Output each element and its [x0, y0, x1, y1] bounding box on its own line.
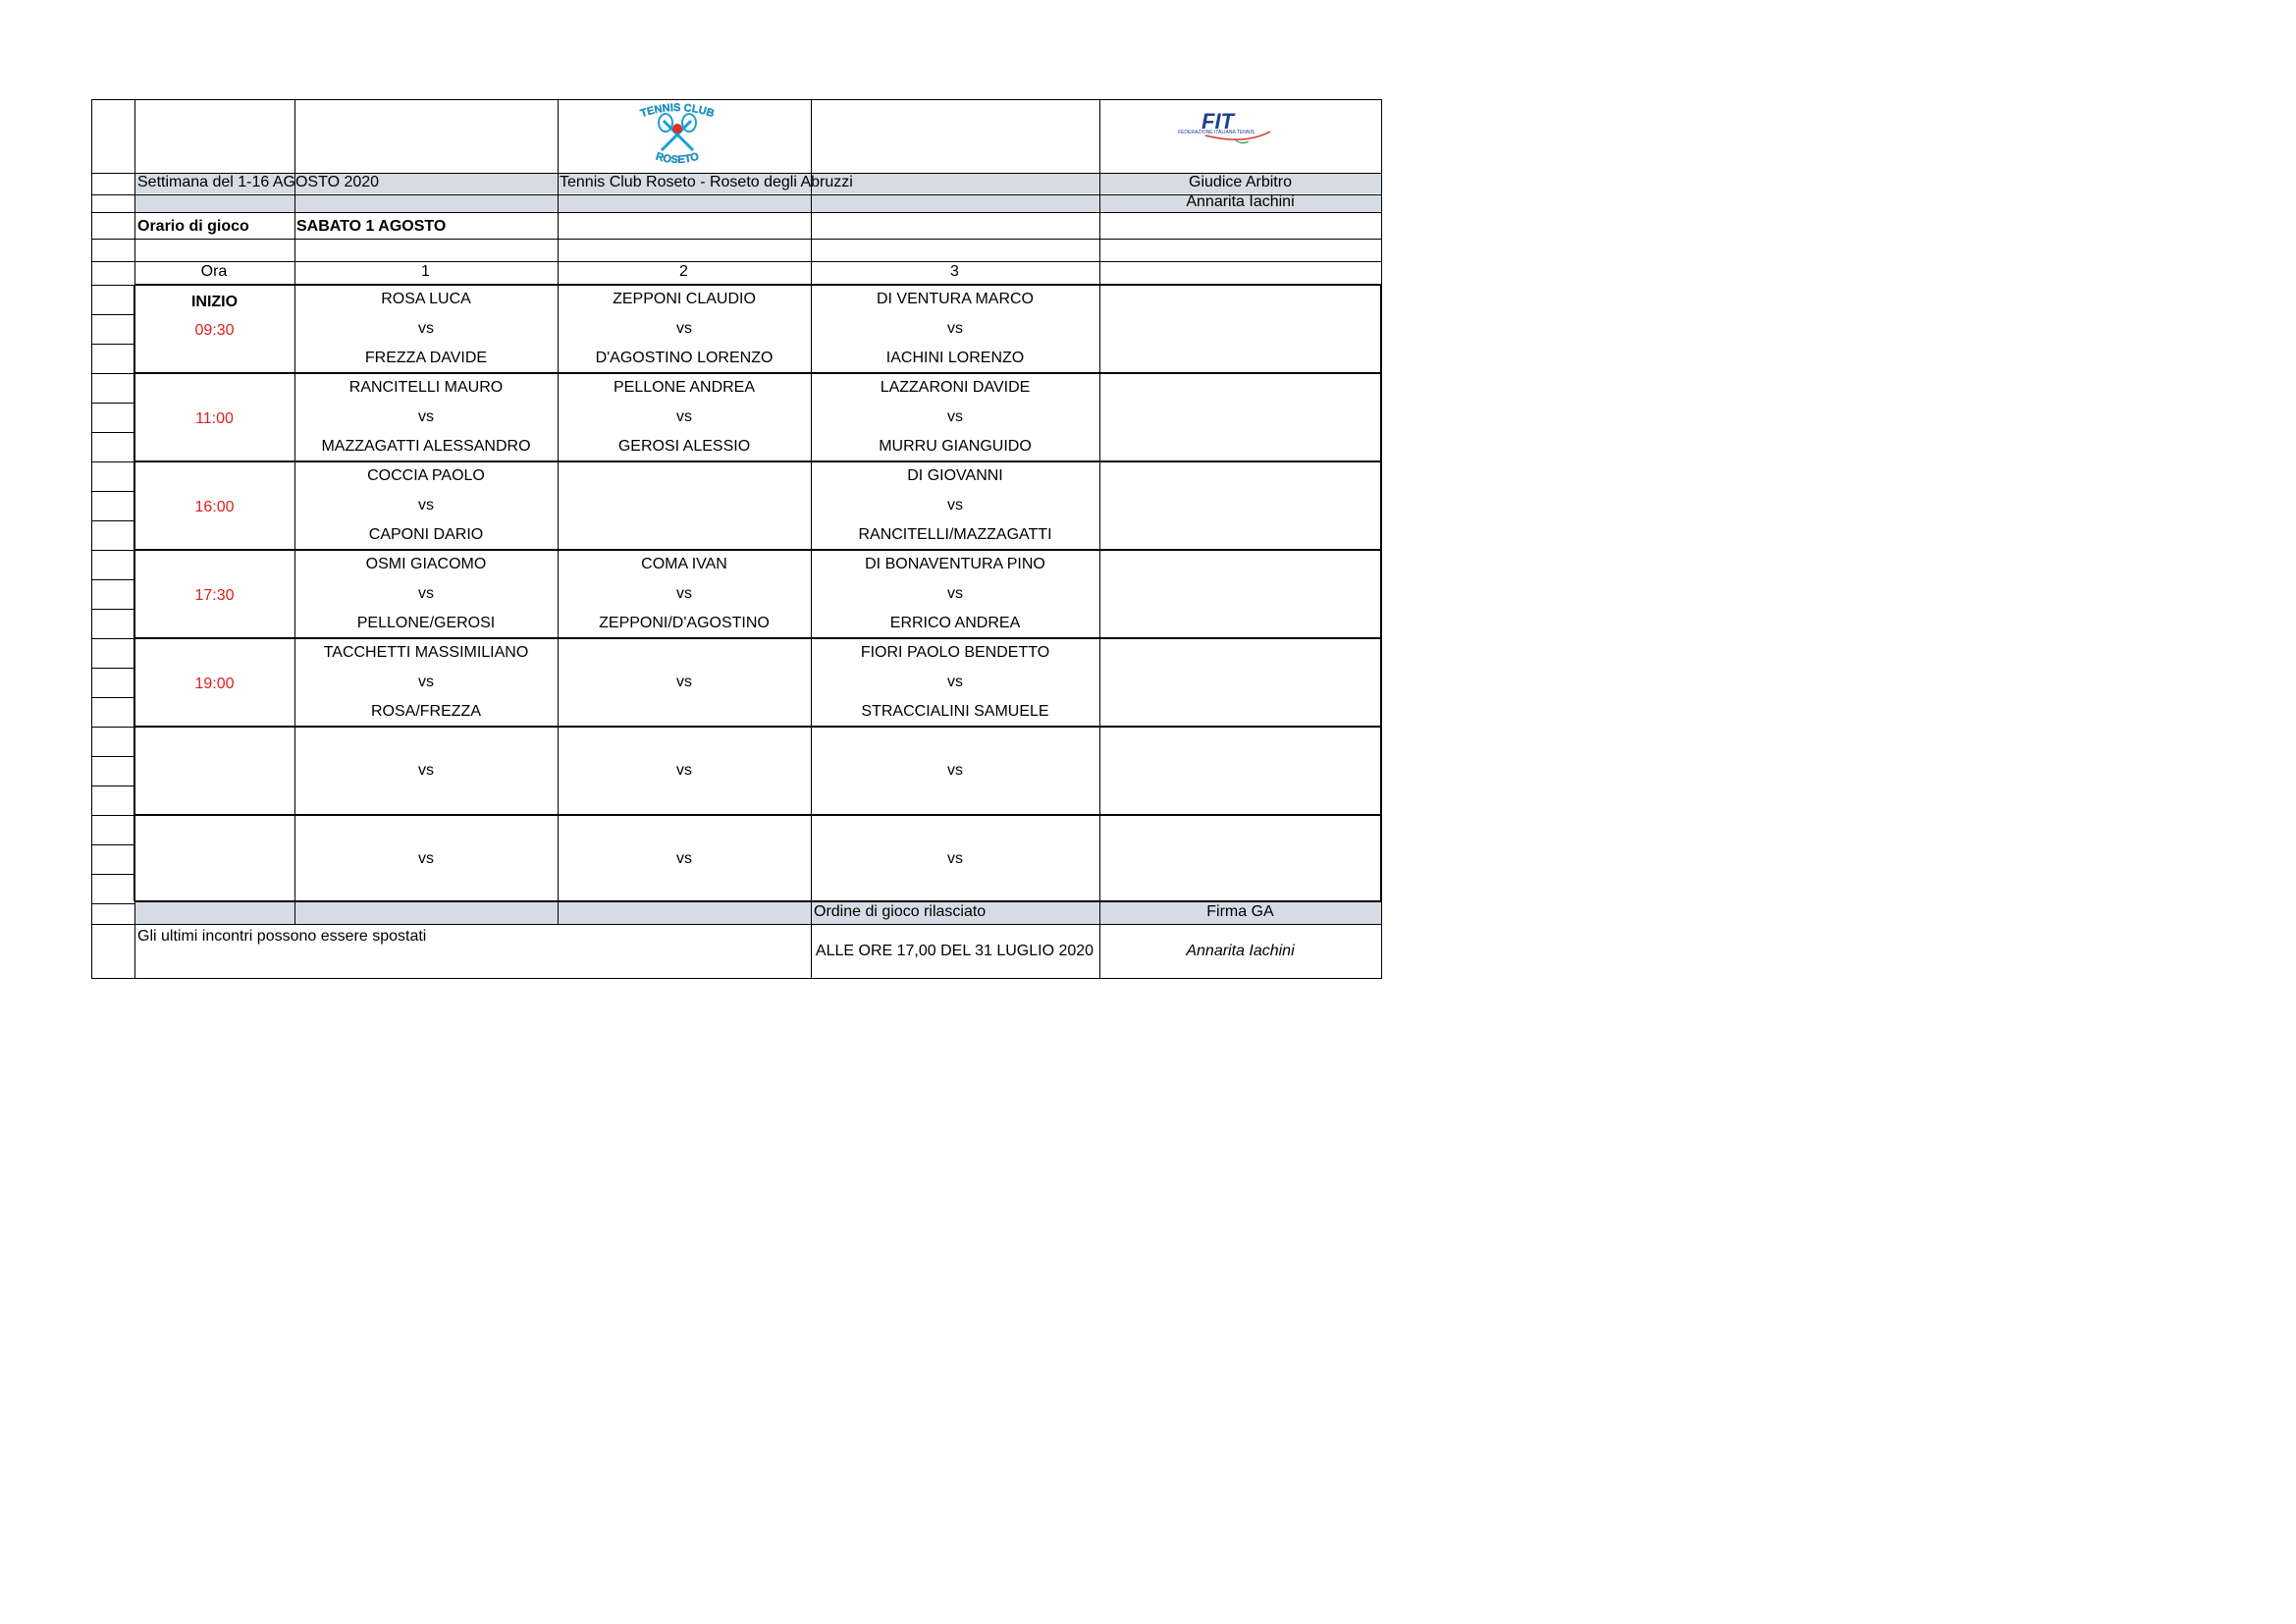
venue-label: Tennis Club Roseto - Roseto degli Abruzzi [560, 174, 853, 190]
player-1-name: ZEPPONI CLAUDIO [613, 291, 756, 307]
player-2-name: RANCITELLI/MAZZAGATTI [858, 526, 1052, 543]
player-2-name: STRACCIALINI SAMUELE [861, 703, 1049, 720]
left-subrow-line [91, 461, 134, 462]
footer-line [91, 924, 1381, 925]
left-subrow-line [91, 520, 134, 521]
slot-right-border [1380, 285, 1382, 901]
player-2-name: ROSA/FREZZA [370, 703, 481, 720]
order-of-play-sheet [0, 0, 1522, 1076]
club-logo-bottom-text: ROSETO [654, 150, 701, 167]
vs-label: vs [418, 408, 434, 425]
frame-bottom [91, 978, 1382, 979]
vs-label: vs [947, 320, 963, 337]
svg-text:TENNIS CLUB [639, 102, 716, 120]
vs-label: vs [947, 585, 963, 602]
slot-border [134, 284, 1382, 286]
left-subrow-line [91, 491, 134, 492]
col-header-court-3: 3 [950, 263, 959, 280]
schedule-label: Orario di gioco [137, 218, 249, 235]
signature-label: Firma GA [1206, 903, 1274, 920]
vs-label: vs [676, 674, 692, 690]
slot-border [134, 460, 1382, 462]
footer-col-line [811, 901, 812, 978]
player-1-name: TACCHETTI MASSIMILIANO [323, 644, 529, 661]
week-label: Settimana del 1-16 AGOSTO 2020 [137, 174, 380, 190]
left-subrow-line [91, 550, 134, 551]
player-2-name: ERRICO ANDREA [889, 615, 1021, 631]
slot-border [134, 372, 1382, 374]
vs-label: vs [947, 762, 963, 779]
left-subrow-line [91, 727, 134, 728]
vs-label: vs [947, 674, 963, 690]
col-header-time: Ora [200, 263, 228, 280]
fit-logo-subtext: FEDERAZIONE ITALIANA TENNIS [1178, 130, 1255, 135]
player-1-name: RANCITELLI MAURO [348, 379, 504, 396]
referee-signature: Annarita Iachini [1186, 943, 1295, 959]
vs-label: vs [676, 585, 692, 602]
vs-label: vs [418, 585, 434, 602]
order-time: ALLE ORE 17,00 DEL 31 LUGLIO 2020 [815, 943, 1095, 959]
left-subrow-line [91, 285, 134, 286]
slot-start-label: INIZIO [190, 294, 239, 310]
slot-border [134, 549, 1382, 551]
player-2-name: CAPONI DARIO [368, 526, 484, 543]
left-subrow-line [91, 668, 134, 669]
player-2-name: ZEPPONI/D'AGOSTINO [599, 615, 770, 631]
slot-time: 19:00 [194, 676, 235, 692]
player-1-name: ROSA LUCA [381, 291, 471, 307]
player-2-name: MAZZAGATTI ALESSANDRO [321, 438, 531, 455]
left-subrow-line [91, 756, 134, 757]
col-header-court-1: 1 [421, 263, 430, 280]
order-label: Ordine di gioco rilasciato [814, 903, 987, 920]
left-subrow-line [91, 638, 134, 639]
left-subrow-line [91, 579, 134, 580]
vs-label: vs [947, 408, 963, 425]
svg-text:ROSETO [654, 150, 700, 166]
vs-label: vs [418, 674, 434, 690]
fit-logo-text: FIT [1201, 110, 1234, 134]
player-1-name: OSMI GIACOMO [365, 556, 487, 572]
left-subrow-line [91, 697, 134, 698]
referee-name: Annarita Iachini [1186, 193, 1295, 210]
club-logo-top-text: TENNIS CLUB [638, 101, 716, 121]
slot-border [134, 726, 1382, 728]
slot-time: 09:30 [194, 322, 235, 339]
left-subrow-line [91, 844, 134, 845]
player-1-name: DI BONAVENTURA PINO [865, 556, 1045, 572]
left-subrow-line [91, 344, 134, 345]
slot-time: 11:00 [195, 410, 234, 427]
left-subrow-line [91, 314, 134, 315]
footer-col-line [558, 901, 559, 924]
fit-logo [1176, 110, 1274, 149]
player-2-name: MURRU GIANGUIDO [879, 438, 1032, 455]
slot-time: 16:00 [194, 499, 235, 515]
player-1-name: LAZZARONI DAVIDE [880, 379, 1031, 396]
vs-label: vs [676, 850, 692, 867]
vs-label: vs [947, 850, 963, 867]
player-1-name: DI GIOVANNI [907, 467, 1003, 484]
frame-top [91, 99, 1382, 100]
left-subrow-line [91, 874, 134, 875]
left-subrow-line [91, 373, 134, 374]
player-1-name: PELLONE ANDREA [613, 379, 756, 396]
col-header-court-2: 2 [679, 263, 688, 280]
player-1-name: COCCIA PAOLO [367, 467, 485, 484]
slot-time: 17:30 [194, 587, 235, 604]
vs-label: vs [676, 320, 692, 337]
day-label: SABATO 1 AGOSTO [296, 218, 447, 235]
left-subrow-line [91, 403, 134, 404]
left-subrow-line [91, 432, 134, 433]
header-row-line [91, 212, 1381, 213]
header-col-line [558, 99, 559, 285]
left-subrow-line [91, 903, 134, 904]
player-2-name: IACHINI LORENZO [885, 350, 1025, 366]
player-2-name: D'AGOSTINO LORENZO [595, 350, 774, 366]
vs-label: vs [418, 762, 434, 779]
court-col-line [1099, 285, 1100, 901]
player-2-name: GEROSI ALESSIO [617, 438, 751, 455]
tennis-club-roseto-logo [618, 101, 736, 170]
left-subrow-line [91, 609, 134, 610]
header-row-line [91, 239, 1381, 240]
left-subrow-line [91, 785, 134, 786]
vs-label: vs [418, 497, 434, 514]
left-subrow-line [91, 815, 134, 816]
vs-label: vs [418, 850, 434, 867]
footer-col-line [294, 901, 295, 924]
player-1-name: COMA IVAN [641, 556, 727, 572]
player-2-name: FREZZA DAVIDE [364, 350, 488, 366]
player-1-name: DI VENTURA MARCO [876, 291, 1034, 307]
vs-label: vs [947, 497, 963, 514]
slot-border [134, 637, 1382, 639]
referee-label: Giudice Arbitro [1189, 174, 1292, 190]
footer-note: Gli ultimi incontri possono essere spostati [137, 928, 427, 945]
player-2-name: PELLONE/GEROSI [356, 615, 496, 631]
vs-label: vs [676, 408, 692, 425]
vs-label: vs [418, 320, 434, 337]
vs-label: vs [676, 762, 692, 779]
frame-left [91, 99, 92, 978]
player-1-name: FIORI PAOLO BENDETTO [860, 644, 1050, 661]
slot-border [134, 814, 1382, 816]
